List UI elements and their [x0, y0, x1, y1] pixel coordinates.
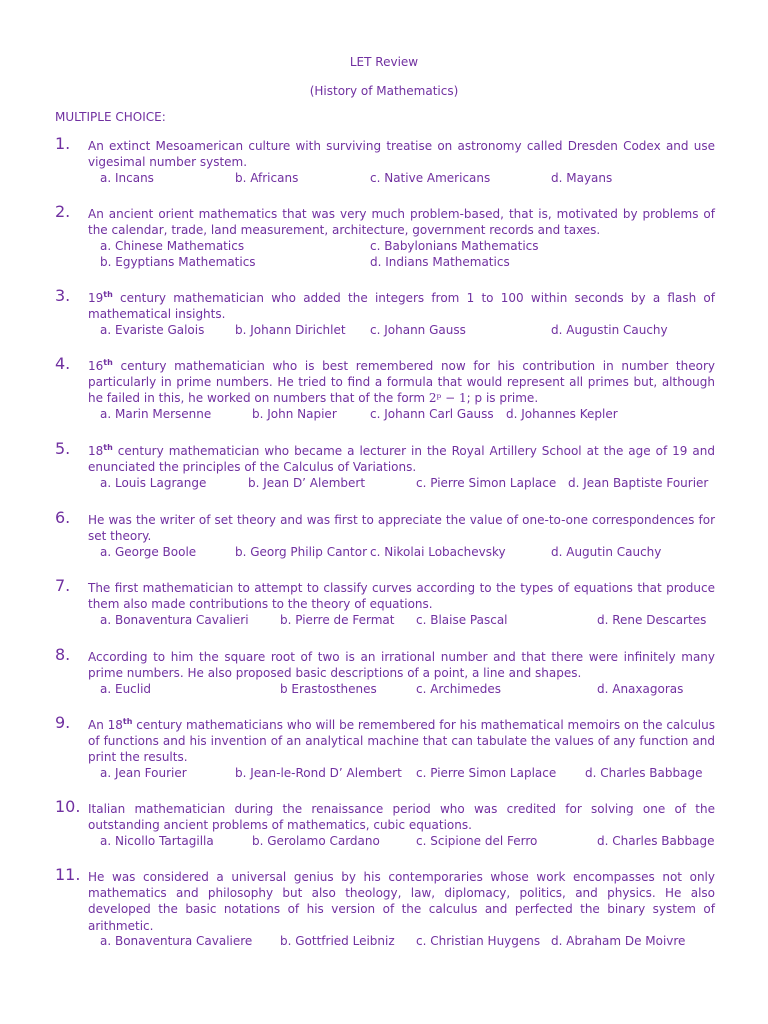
choice-row [100, 475, 715, 491]
choice-b[interactable]: b. Pierre de Fermat [280, 613, 395, 627]
question-text [88, 869, 715, 934]
choice-row [100, 612, 715, 628]
choice-row [100, 544, 715, 560]
question-text [88, 443, 715, 475]
document-title: LET Review [349, 55, 419, 69]
choice-c[interactable]: c. Archimedes [416, 682, 501, 696]
choice-c[interactable]: c. Christian Huygens [416, 934, 541, 948]
choice-a[interactable]: a. Marin Mersenne [100, 407, 212, 421]
choice-d[interactable]: d. Johannes Kepler [506, 407, 618, 421]
section-label: MULTIPLE CHOICE: [55, 110, 166, 124]
choice-a[interactable]: a. Nicollo Tartagilla [100, 834, 214, 848]
choice-c[interactable]: c. Nikolai Lobachevsky [370, 545, 506, 559]
choice-a[interactable]: a. Bonaventura Cavalieri [100, 613, 249, 627]
question-number: 11. [55, 865, 81, 884]
formula: 2ᵖ − 1 [428, 391, 467, 406]
choice-c[interactable]: c. Pierre Simon Laplace [416, 766, 557, 780]
question-number: 8. [55, 645, 71, 664]
question-text [88, 580, 715, 612]
choice-row [100, 406, 715, 422]
choice-d[interactable]: d. Indians Mathematics [370, 255, 510, 269]
choice-c[interactable]: c. Pierre Simon Laplace [416, 476, 557, 490]
choice-a[interactable]: a. Incans [100, 171, 154, 185]
choice-b[interactable]: b. Jean-le-Rond D’ Alembert [235, 766, 402, 780]
question-number: 6. [55, 508, 71, 527]
choice-row [100, 322, 715, 338]
choice-c[interactable]: c. Blaise Pascal [416, 613, 508, 627]
choice-b[interactable]: b. Georg Philip Cantor [235, 545, 368, 559]
question-text [88, 290, 715, 322]
choice-row [100, 933, 715, 949]
choice-b[interactable]: b. John Napier [252, 407, 337, 421]
question-text [88, 801, 715, 833]
question-number: 1. [55, 134, 71, 153]
choice-d[interactable]: d. Jean Baptiste Fourier [568, 476, 709, 490]
choice-b[interactable]: b. Gottfried Leibniz [280, 934, 395, 948]
choice-a[interactable]: a. Euclid [100, 682, 152, 696]
choice-b[interactable]: b. Jean D’ Alembert [248, 476, 366, 490]
choice-row [100, 238, 715, 254]
question-text-body: An extinct Mesoamerican culture with surviving treatise on astronomy called Dresden Codex and use vigesimal number system. [88, 139, 715, 170]
choice-b[interactable]: b. Africans [235, 171, 299, 185]
ordinal-suffix: th [103, 443, 113, 452]
question-text [88, 717, 715, 766]
document-subtitle: (History of Mathematics) [309, 84, 459, 98]
question-text-tail: ; p is prime. [466, 391, 539, 406]
choice-d[interactable]: d. Abraham De Moivre [551, 934, 686, 948]
ordinal-number: An 18 [88, 718, 123, 732]
choice-row [100, 833, 715, 849]
choice-a[interactable]: a. Evariste Galois [100, 323, 205, 337]
choice-b[interactable]: b Erastosthenes [280, 682, 377, 696]
choice-b[interactable]: b. Gerolamo Cardano [252, 834, 380, 848]
ordinal-number: 16 [88, 359, 104, 373]
choice-a[interactable]: a. Louis Lagrange [100, 476, 207, 490]
question-text [88, 138, 715, 170]
question-number: 7. [55, 576, 71, 595]
choice-c[interactable]: c. Babylonians Mathematics [370, 239, 539, 253]
question-number: 3. [55, 286, 71, 305]
question-text [88, 512, 715, 544]
choice-d[interactable]: d. Mayans [551, 171, 613, 185]
choice-a[interactable]: a. Jean Fourier [100, 766, 187, 780]
question-text [88, 206, 715, 238]
choice-row [100, 681, 715, 697]
choice-d[interactable]: d. Anaxagoras [597, 682, 684, 696]
ordinal-suffix: th [103, 358, 113, 367]
question-text-body: He was the writer of set theory and was first to appreciate the value of one-to-one correspondences for set theory. [88, 513, 715, 544]
choice-d[interactable]: d. Augutin Cauchy [551, 545, 662, 559]
question-text-body: century mathematician who added the integers from 1 to 100 within seconds by a flash of mathematical insights. [88, 291, 715, 322]
ordinal-suffix: th [122, 717, 133, 726]
question-number: 4. [55, 354, 71, 373]
ordinal-number: 18 [88, 444, 104, 458]
question-text [88, 358, 715, 407]
question-text-body: According to him the square root of two is an irrational number and that there were infinitely many prime numbers. He also proposed basic descriptions of a point, a line and shapes. [88, 650, 715, 681]
choice-d[interactable]: d. Charles Babbage [585, 766, 703, 780]
question-number: 2. [55, 202, 71, 221]
choice-c[interactable]: c. Johann Gauss [370, 323, 466, 337]
choice-d[interactable]: d. Rene Descartes [597, 613, 707, 627]
question-text-body: He was considered a universal genius by his contemporaries whose work encompasses not only mathematics and philosophy but also theology, law, diplomacy, politics, and physics. He also developed the basic notations of his version of the calculus and perfected the binary system of arithmetic. [88, 870, 715, 933]
choice-a[interactable]: a. Bonaventura Cavaliere [100, 934, 253, 948]
choice-row [100, 254, 715, 270]
choice-c[interactable]: c. Native Americans [370, 171, 491, 185]
choice-c[interactable]: c. Scipione del Ferro [416, 834, 538, 848]
choice-c[interactable]: c. Johann Carl Gauss [370, 407, 494, 421]
choice-a[interactable]: a. George Boole [100, 545, 197, 559]
question-text-body: The first mathematician to attempt to classify curves according to the types of equations that produce them also made contributions to the theory of equations. [88, 581, 715, 612]
choice-row [100, 765, 715, 781]
choice-d[interactable]: d. Charles Babbage [597, 834, 715, 848]
choice-d[interactable]: d. Augustin Cauchy [551, 323, 668, 337]
choice-row [100, 170, 715, 186]
choice-b[interactable]: b. Johann Dirichlet [235, 323, 346, 337]
question-text-body: century mathematician who is best remembered now for his contribution in number theory particularly in prime numbers. He tried to find a formula that would represent all primes but, although he failed in this, he worked on numbers that of the form [88, 359, 715, 406]
ordinal-number: 19 [88, 291, 104, 305]
question-text [88, 649, 715, 681]
choice-b[interactable]: b. Egyptians Mathematics [100, 255, 256, 269]
question-number: 9. [55, 713, 71, 732]
choice-a[interactable]: a. Chinese Mathematics [100, 239, 245, 253]
question-number: 10. [55, 797, 81, 816]
question-text-body: century mathematician who became a lecturer in the Royal Artillery School at the age of 19 and enunciated the principles of the Calculus of Variations. [88, 444, 715, 475]
question-text-body: Italian mathematician during the renaissance period who was credited for solving one of the outstanding ancient problems of mathematics, cubic equations. [88, 802, 715, 833]
ordinal-suffix: th [103, 290, 113, 299]
question-text-body: century mathematicians who will be remembered for his mathematical memoirs on the calculus of functions and his invention of an analytical machine that can tabulate the values of any function and print the results. [88, 718, 715, 765]
question-text-body: An ancient orient mathematics that was very much problem-based, that is, motivated by problems of the calendar, trade, land measurement, architecture, government records and taxes. [88, 207, 715, 238]
question-number: 5. [55, 439, 71, 458]
